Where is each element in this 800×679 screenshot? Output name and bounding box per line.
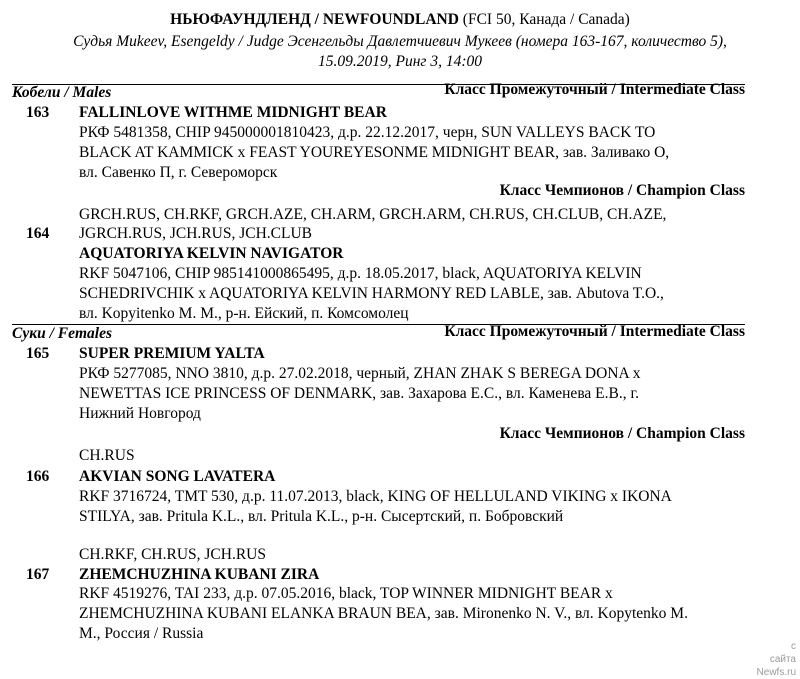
watermark-line-2: сайта (769, 654, 796, 665)
class-heading-intermediate-males: Класс Промежуточный / Intermediate Class (444, 81, 745, 98)
section-females: Суки / Females (12, 325, 112, 342)
entry-165-detail-3: Нижний Новгород (79, 405, 201, 422)
entry-164-number: 164 (26, 225, 50, 242)
entry-167-titles: CH.RKF, CH.RUS, JCH.RUS (79, 546, 266, 563)
entry-163-number: 163 (26, 104, 50, 121)
breed-title (0, 10, 800, 29)
entry-166-number: 166 (26, 468, 50, 485)
watermark (757, 640, 796, 679)
entry-165-name: SUPER PREMIUM YALTA (79, 345, 265, 362)
entry-163-detail-1: РКФ 5481358, CHIP 945000001810423, д.р. 22.12.2017, черн, SUN VALLEYS BACK TO (79, 124, 656, 141)
entry-165-number: 165 (26, 345, 50, 362)
class-heading-intermediate-females: Класс Промежуточный / Intermediate Class (444, 323, 745, 340)
entry-167-detail-1: RKF 4519276, TAI 233, д.р. 07.05.2016, black, TOP WINNER MIDNIGHT BEAR x (79, 585, 613, 602)
entry-164-detail-2: SCHEDRIVCHIK x AQUATORIYA KELVIN HARMONY RED LABLE, зав. Abutova T.O., (79, 285, 664, 302)
judge-line: Судья Mukeev, Esengeldy / Judge Эсенгельды Давлетчиевич Мукеев (номера 163-167, количество 5), (73, 33, 727, 50)
date-line: 15.09.2019, Ринг 3, 14:00 (318, 53, 482, 70)
watermark-line-1: c (791, 641, 796, 652)
class-heading-champion-males: Класс Чемпионов / Champion Class (499, 182, 745, 199)
entry-164-titles-2: JGRCH.RUS, JCH.RUS, JCH.CLUB (79, 225, 312, 242)
entry-164-name: AQUATORIYA KELVIN NAVIGATOR (79, 245, 344, 262)
breed-title-rest: (FCI 50, Канада / Canada) (458, 11, 630, 28)
entry-167-detail-3: M., Россия / Russia (79, 625, 204, 642)
entry-166-detail-2: STILYA, зав. Pritula K.L., вл. Pritula K.L., р-н. Сысертский, п. Бобровский (79, 508, 564, 525)
entry-163-detail-3: вл. Савенко П, г. Североморск (79, 164, 278, 181)
entry-163-name: FALLINLOVE WITHME MIDNIGHT BEAR (79, 104, 387, 121)
entry-165-detail-1: РКФ 5277085, NNO 3810, д.р. 27.02.2018, черный, ZHAN ZHAK S BEREGA DONA x (79, 365, 641, 382)
section-males: Кобели / Males (12, 84, 112, 101)
entry-165-detail-2: NEWETTAS ICE PRINCESS OF DENMARK, зав. Захарова Е.С., вл. Каменева Е.В., г. (79, 385, 639, 402)
entry-167-detail-2: ZHEMCHUZHINA KUBANI ELANKA BRAUN BEA, зав. Mironenko N. V., вл. Kopytenko M. (79, 605, 688, 622)
entry-166-detail-1: RKF 3716724, TMT 530, д.р. 11.07.2013, black, KING OF HELLULAND VIKING x IKONA (79, 488, 672, 505)
class-heading-champion-females: Класс Чемпионов / Champion Class (499, 425, 745, 442)
entry-166-name: AKVIAN SONG LAVATERA (79, 468, 276, 485)
entry-163-detail-2: BLACK AT KAMMICK x FEAST YOUREYESONME MIDNIGHT BEAR, зав. Заливако О, (79, 144, 670, 161)
watermark-line-3: Newfs.ru (756, 667, 796, 678)
entry-164-detail-1: RKF 5047106, CHIP 985141000865495, д.р. 18.05.2017, black, AQUATORIYA KELVIN (79, 265, 642, 282)
entry-164-detail-3: вл. Kopyitenko M. M., р-н. Ейский, п. Комсомолец (79, 305, 409, 322)
breed-title-bold: НЬЮФАУНДЛЕНД / NEWFOUNDLAND (170, 11, 459, 28)
entry-166-titles: CH.RUS (79, 447, 135, 464)
entry-167-number: 167 (26, 566, 50, 583)
entry-167-name: ZHEMCHUZHINA KUBANI ZIRA (79, 566, 320, 583)
entry-164-titles-1: GRCH.RUS, CH.RKF, GRCH.AZE, CH.ARM, GRCH.ARM, CH.RUS, CH.CLUB, CH.AZE, (79, 206, 667, 223)
